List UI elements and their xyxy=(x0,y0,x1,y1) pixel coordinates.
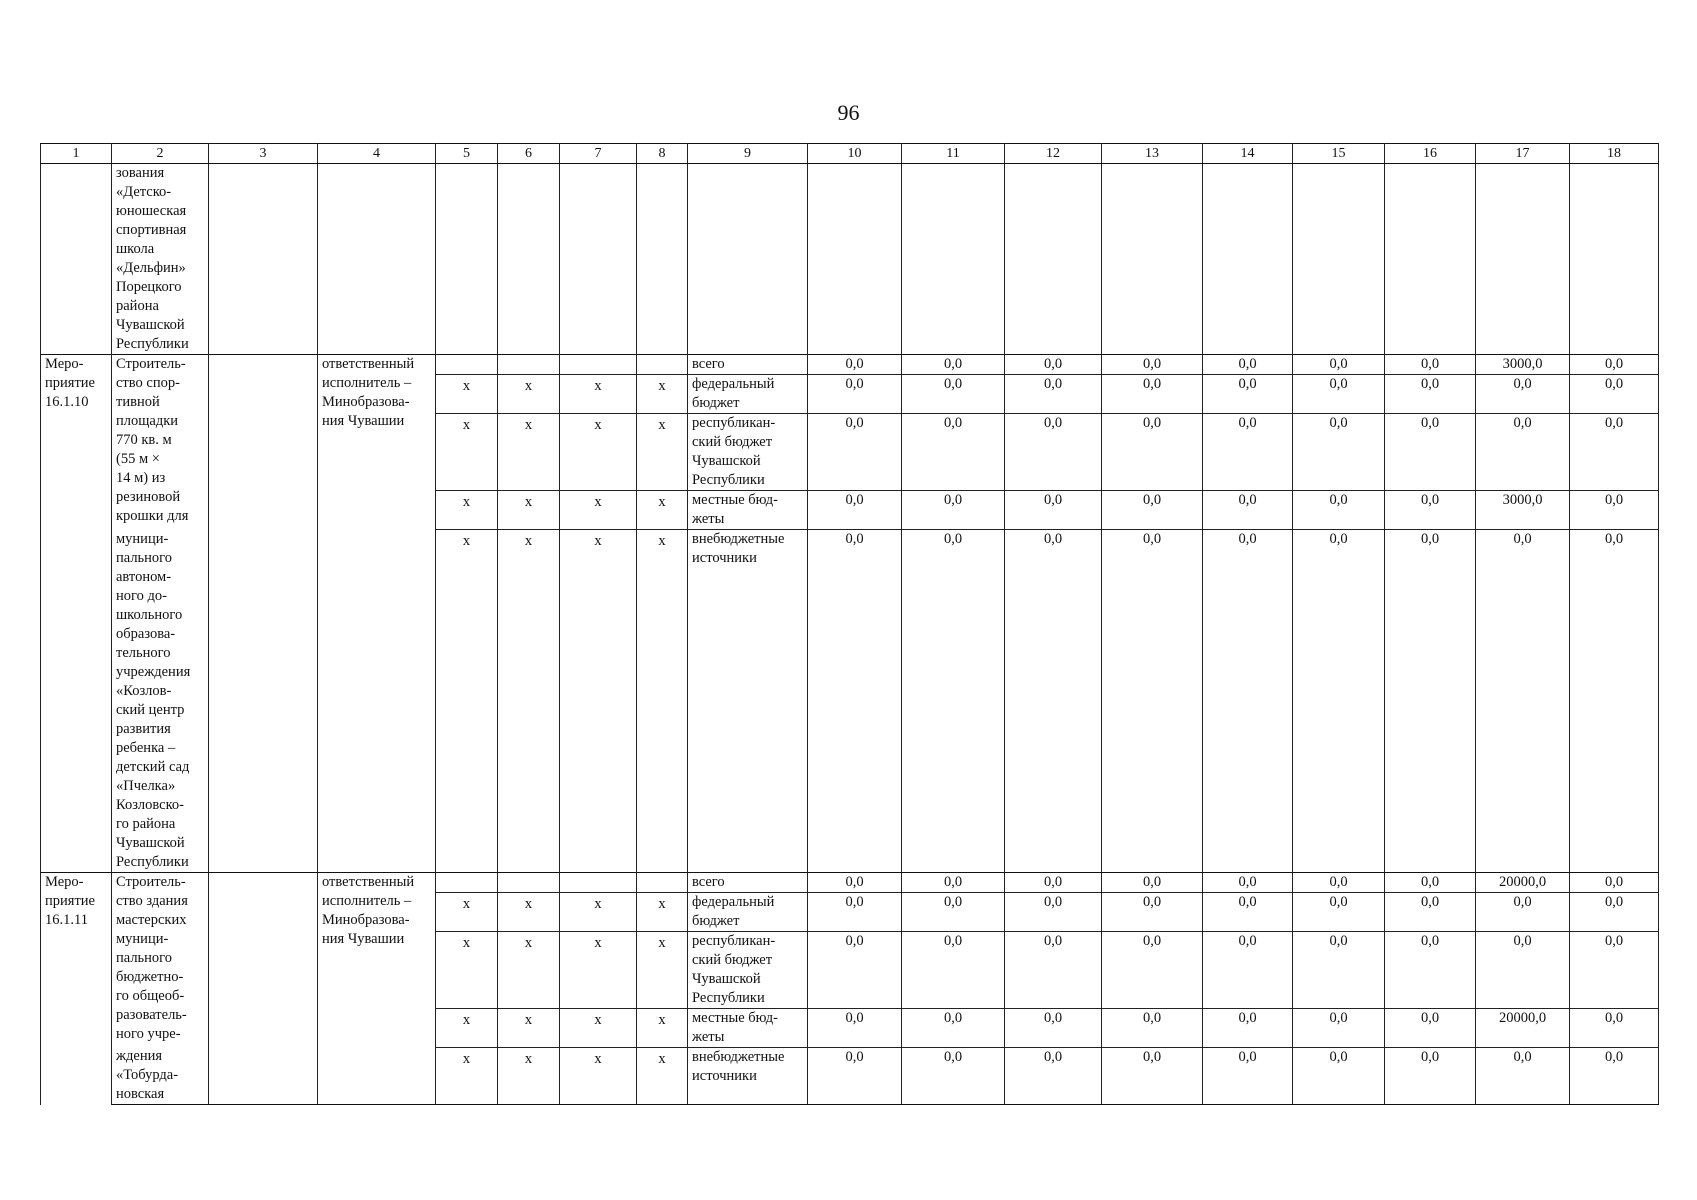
activity-code: Меро- приятие 16.1.11 xyxy=(41,872,112,1105)
table-cell xyxy=(318,530,436,873)
value-cell: 20000,0 xyxy=(1476,1008,1570,1047)
code-cell: х xyxy=(436,892,498,931)
table-cell xyxy=(1203,164,1293,355)
value-cell: 0,0 xyxy=(808,414,902,491)
column-header: 10 xyxy=(808,144,902,164)
code-cell: х xyxy=(637,1047,688,1105)
value-cell: 0,0 xyxy=(1102,414,1203,491)
column-header: 9 xyxy=(688,144,808,164)
value-cell: 0,0 xyxy=(1005,1008,1102,1047)
value-cell: 0,0 xyxy=(1570,872,1659,892)
table-cell xyxy=(637,164,688,355)
value-cell: 0,0 xyxy=(808,375,902,414)
value-cell: 0,0 xyxy=(1203,1047,1293,1105)
code-cell: х xyxy=(637,375,688,414)
value-cell: 0,0 xyxy=(1005,375,1102,414)
code-cell: х xyxy=(436,1047,498,1105)
value-cell: 0,0 xyxy=(808,892,902,931)
code-cell xyxy=(560,355,637,375)
table-cell xyxy=(1385,164,1476,355)
name-line: района xyxy=(116,298,159,314)
column-header: 17 xyxy=(1476,144,1570,164)
value-cell: 0,0 xyxy=(1570,491,1659,530)
value-cell: 0,0 xyxy=(1203,414,1293,491)
value-cell: 0,0 xyxy=(1385,931,1476,1008)
value-cell: 0,0 xyxy=(1005,355,1102,375)
value-cell: 0,0 xyxy=(1570,1008,1659,1047)
value-cell: 0,0 xyxy=(1203,375,1293,414)
activity-code: Меро- приятие 16.1.10 xyxy=(41,355,112,873)
value-cell: 0,0 xyxy=(1570,414,1659,491)
table-cell xyxy=(560,164,637,355)
table-cell xyxy=(209,530,318,873)
code-cell: х xyxy=(436,491,498,530)
code-cell: х xyxy=(498,1008,560,1047)
value-cell: 0,0 xyxy=(1005,530,1102,873)
value-cell: 0,0 xyxy=(1203,931,1293,1008)
value-cell: 0,0 xyxy=(1005,414,1102,491)
table-cell xyxy=(498,164,560,355)
code-cell xyxy=(637,872,688,892)
code-cell: х xyxy=(560,491,637,530)
table-cell xyxy=(1570,164,1659,355)
column-header: 12 xyxy=(1005,144,1102,164)
value-cell: 0,0 xyxy=(1476,1047,1570,1105)
code-cell: х xyxy=(498,530,560,873)
value-cell: 3000,0 xyxy=(1476,355,1570,375)
value-cell: 0,0 xyxy=(1203,355,1293,375)
table-cell xyxy=(318,1047,436,1105)
value-cell: 0,0 xyxy=(902,414,1005,491)
name-line: Чувашской xyxy=(116,317,185,333)
funding-source: республикан- ский бюджет Чувашской Республики xyxy=(688,931,808,1008)
value-cell: 0,0 xyxy=(1102,1047,1203,1105)
value-cell: 0,0 xyxy=(808,1008,902,1047)
value-cell: 0,0 xyxy=(1293,375,1385,414)
code-cell xyxy=(637,355,688,375)
code-cell: х xyxy=(436,530,498,873)
value-cell: 0,0 xyxy=(902,1047,1005,1105)
table-cell xyxy=(41,164,112,355)
value-cell: 0,0 xyxy=(1293,414,1385,491)
table-cell xyxy=(1005,164,1102,355)
name-line: юношеская xyxy=(116,203,187,219)
value-cell: 0,0 xyxy=(808,355,902,375)
code-cell: х xyxy=(560,375,637,414)
value-cell: 0,0 xyxy=(1005,872,1102,892)
value-cell: 0,0 xyxy=(1570,892,1659,931)
code-cell: х xyxy=(637,931,688,1008)
value-cell: 0,0 xyxy=(1476,414,1570,491)
value-cell: 0,0 xyxy=(1385,414,1476,491)
value-cell: 3000,0 xyxy=(1476,491,1570,530)
value-cell: 0,0 xyxy=(1293,1047,1385,1105)
activity-name-cell xyxy=(112,164,209,355)
value-cell: 0,0 xyxy=(1102,931,1203,1008)
value-cell: 0,0 xyxy=(1102,872,1203,892)
value-cell: 0,0 xyxy=(1385,872,1476,892)
table-cell xyxy=(209,1047,318,1105)
name-line: Республики xyxy=(116,336,189,352)
value-cell: 0,0 xyxy=(1385,375,1476,414)
column-header: 2 xyxy=(112,144,209,164)
funding-row xyxy=(41,1047,1659,1105)
value-cell: 0,0 xyxy=(902,931,1005,1008)
table-cell xyxy=(436,164,498,355)
code-cell: х xyxy=(498,375,560,414)
column-header: 7 xyxy=(560,144,637,164)
value-cell: 0,0 xyxy=(902,355,1005,375)
code-cell: х xyxy=(436,375,498,414)
value-cell: 0,0 xyxy=(1385,1047,1476,1105)
code-cell: х xyxy=(560,1047,637,1105)
code-cell: х xyxy=(637,414,688,491)
name-line: «Дельфин» xyxy=(116,260,186,276)
funding-source: федеральный бюджет xyxy=(688,892,808,931)
value-cell: 0,0 xyxy=(808,491,902,530)
name-line: Порецкого xyxy=(116,279,182,295)
column-header: 18 xyxy=(1570,144,1659,164)
code-cell: х xyxy=(637,491,688,530)
value-cell: 0,0 xyxy=(1102,1008,1203,1047)
table-cell xyxy=(902,164,1005,355)
funding-source: всего xyxy=(688,872,808,892)
funding-source: внебюджетные источники xyxy=(688,530,808,873)
value-cell: 0,0 xyxy=(902,872,1005,892)
activity-name: Строитель- ство спор- тивной площадки 770 кв. м (55 м × 14 м) из резиновой крошки для xyxy=(112,355,209,530)
value-cell: 0,0 xyxy=(1203,530,1293,873)
table-cell xyxy=(688,164,808,355)
table-cell xyxy=(318,164,436,355)
executor: ответственный исполнитель – Минобразова- ния Чувашии xyxy=(318,355,436,530)
funding-source: местные бюд- жеты xyxy=(688,491,808,530)
value-cell: 0,0 xyxy=(1293,931,1385,1008)
column-header: 4 xyxy=(318,144,436,164)
value-cell: 0,0 xyxy=(1203,1008,1293,1047)
value-cell: 0,0 xyxy=(1570,1047,1659,1105)
code-cell xyxy=(436,872,498,892)
funding-row xyxy=(41,355,1659,375)
code-cell: х xyxy=(498,1047,560,1105)
table-cell xyxy=(1293,164,1385,355)
value-cell: 0,0 xyxy=(1476,892,1570,931)
table-cell xyxy=(1476,164,1570,355)
table-cell xyxy=(1102,164,1203,355)
executor: ответственный исполнитель – Минобразова- ния Чувашии xyxy=(318,872,436,1047)
activity-name-continued: муници- пального автоном- ного до- школьного образова- тельного учреждения «Козлов- ский центр развития ребенка – детский сад «Пчелка» Козловско- го района Чувашской Республики xyxy=(112,530,209,873)
value-cell: 0,0 xyxy=(1293,355,1385,375)
code-cell: х xyxy=(560,414,637,491)
value-cell: 0,0 xyxy=(1476,375,1570,414)
value-cell: 0,0 xyxy=(902,491,1005,530)
value-cell: 0,0 xyxy=(1476,931,1570,1008)
code-cell: х xyxy=(637,892,688,931)
column-header: 13 xyxy=(1102,144,1203,164)
value-cell: 0,0 xyxy=(1570,530,1659,873)
code-cell: х xyxy=(436,414,498,491)
name-line: школа xyxy=(116,241,155,257)
funding-source: внебюджетные источники xyxy=(688,1047,808,1105)
table-cell xyxy=(209,164,318,355)
code-cell xyxy=(560,872,637,892)
value-cell: 20000,0 xyxy=(1476,872,1570,892)
value-cell: 0,0 xyxy=(1293,892,1385,931)
column-header: 5 xyxy=(436,144,498,164)
table-cell xyxy=(209,355,318,530)
table-cell xyxy=(808,164,902,355)
code-cell: х xyxy=(498,892,560,931)
code-cell xyxy=(498,872,560,892)
column-header: 16 xyxy=(1385,144,1476,164)
code-cell: х xyxy=(436,931,498,1008)
column-header: 1 xyxy=(41,144,112,164)
activity-name-continued: ждения «Тобурда- новская xyxy=(112,1047,209,1105)
value-cell: 0,0 xyxy=(1102,491,1203,530)
value-cell: 0,0 xyxy=(1005,892,1102,931)
value-cell: 0,0 xyxy=(902,530,1005,873)
value-cell: 0,0 xyxy=(1005,491,1102,530)
continuation-row xyxy=(41,164,1659,355)
name-line: спортивная xyxy=(116,222,187,238)
value-cell: 0,0 xyxy=(1476,530,1570,873)
code-cell xyxy=(498,355,560,375)
value-cell: 0,0 xyxy=(1203,872,1293,892)
code-cell: х xyxy=(637,1008,688,1047)
column-header: 6 xyxy=(498,144,560,164)
value-cell: 0,0 xyxy=(1293,491,1385,530)
header-row xyxy=(41,144,1659,164)
column-header: 11 xyxy=(902,144,1005,164)
value-cell: 0,0 xyxy=(1570,931,1659,1008)
value-cell: 0,0 xyxy=(1203,491,1293,530)
value-cell: 0,0 xyxy=(1385,892,1476,931)
value-cell: 0,0 xyxy=(902,892,1005,931)
column-header: 8 xyxy=(637,144,688,164)
funding-source: федеральный бюджет xyxy=(688,375,808,414)
funding-source: республикан- ский бюджет Чувашской Республики xyxy=(688,414,808,491)
column-header: 14 xyxy=(1203,144,1293,164)
code-cell: х xyxy=(436,1008,498,1047)
value-cell: 0,0 xyxy=(1385,491,1476,530)
funding-source: всего xyxy=(688,355,808,375)
program-table xyxy=(40,143,1659,1105)
table-cell xyxy=(209,872,318,1047)
value-cell: 0,0 xyxy=(1102,375,1203,414)
value-cell: 0,0 xyxy=(1005,1047,1102,1105)
page-number: 96 xyxy=(837,100,860,125)
column-header: 15 xyxy=(1293,144,1385,164)
value-cell: 0,0 xyxy=(808,872,902,892)
name-line: «Детско- xyxy=(116,184,172,200)
value-cell: 0,0 xyxy=(808,530,902,873)
code-cell: х xyxy=(560,1008,637,1047)
activity-name: Строитель- ство здания мастерских муници- пального бюджетно- го общеоб- разователь- ного учре- xyxy=(112,872,209,1047)
value-cell: 0,0 xyxy=(1385,530,1476,873)
value-cell: 0,0 xyxy=(808,1047,902,1105)
value-cell: 0,0 xyxy=(1570,355,1659,375)
funding-row xyxy=(41,530,1659,873)
column-header: 3 xyxy=(209,144,318,164)
code-cell xyxy=(436,355,498,375)
value-cell: 0,0 xyxy=(1102,530,1203,873)
value-cell: 0,0 xyxy=(1570,375,1659,414)
value-cell: 0,0 xyxy=(1293,872,1385,892)
value-cell: 0,0 xyxy=(1102,355,1203,375)
value-cell: 0,0 xyxy=(902,1008,1005,1047)
value-cell: 0,0 xyxy=(1385,1008,1476,1047)
value-cell: 0,0 xyxy=(1385,355,1476,375)
value-cell: 0,0 xyxy=(1005,931,1102,1008)
code-cell: х xyxy=(498,414,560,491)
value-cell: 0,0 xyxy=(1293,530,1385,873)
name-line: зования xyxy=(116,165,165,181)
code-cell: х xyxy=(498,491,560,530)
code-cell: х xyxy=(498,931,560,1008)
code-cell: х xyxy=(637,530,688,873)
value-cell: 0,0 xyxy=(902,375,1005,414)
value-cell: 0,0 xyxy=(1293,1008,1385,1047)
funding-source: местные бюд- жеты xyxy=(688,1008,808,1047)
value-cell: 0,0 xyxy=(808,931,902,1008)
funding-row xyxy=(41,872,1659,892)
value-cell: 0,0 xyxy=(1102,892,1203,931)
code-cell: х xyxy=(560,530,637,873)
code-cell: х xyxy=(560,931,637,1008)
value-cell: 0,0 xyxy=(1203,892,1293,931)
code-cell: х xyxy=(560,892,637,931)
